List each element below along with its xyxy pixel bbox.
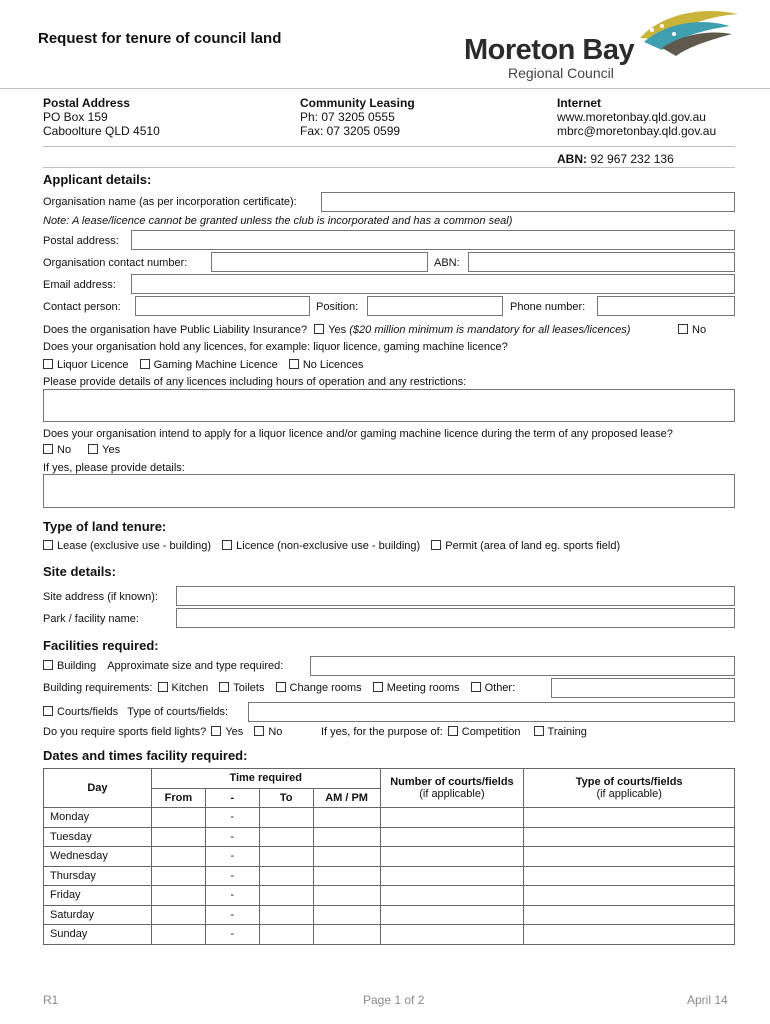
abn-value: 92 967 232 136 [587, 152, 674, 166]
col-number-courts [380, 769, 524, 808]
table-row [44, 847, 735, 867]
col-to: To [259, 788, 313, 808]
training-label: Training [547, 726, 587, 738]
building-checkbox[interactable] [43, 660, 53, 670]
from-cell[interactable] [151, 808, 205, 828]
col-type-courts-label: Type of courts/fields [575, 776, 683, 788]
number-courts-cell[interactable] [380, 808, 524, 828]
col-type-courts [524, 769, 735, 808]
lights-yes-label: Yes [225, 726, 244, 738]
site-address-input[interactable] [176, 586, 735, 606]
col-number-courts-label: Number of courts/fields [390, 776, 514, 788]
no-licences-label: No Licences [302, 359, 364, 371]
lease-label: Lease (exclusive use - building) [57, 540, 212, 552]
day-cell: Sunday [44, 925, 152, 945]
to-cell[interactable] [259, 925, 313, 945]
other-input[interactable] [551, 678, 735, 698]
number-courts-cell[interactable] [380, 827, 524, 847]
incorporation-note: Note: A lease/licence cannot be granted unless the club is incorporated and has a common seal) [43, 215, 513, 227]
change-rooms-checkbox[interactable] [276, 682, 286, 692]
council-logo [462, 4, 742, 84]
intend-details-textarea[interactable] [43, 474, 735, 508]
licence-options [43, 359, 363, 371]
footer-date: April 14 [687, 993, 728, 1007]
dash-cell: - [205, 866, 259, 886]
kitchen-label: Kitchen [171, 682, 209, 694]
building-label: Building [57, 660, 97, 672]
approx-size-label: Approximate size and type required: [107, 660, 284, 672]
email-address-label: Email address: [43, 279, 116, 291]
type-courts-cell[interactable] [524, 827, 735, 847]
licence-details-textarea[interactable] [43, 389, 735, 422]
intend-yes-label: Yes [102, 444, 121, 456]
org-name-input[interactable] [321, 192, 735, 212]
courts-label: Courts/fields [57, 706, 119, 718]
number-courts-cell[interactable] [380, 905, 524, 925]
park-name-input[interactable] [176, 608, 735, 628]
contact-person-label: Contact person: [43, 301, 121, 313]
other-checkbox[interactable] [471, 682, 481, 692]
kitchen-checkbox[interactable] [158, 682, 168, 692]
lights-question: Do you require sports field lights? [43, 726, 207, 738]
park-name-label: Park / facility name: [43, 613, 139, 625]
number-courts-cell[interactable] [380, 886, 524, 906]
to-cell[interactable] [259, 847, 313, 867]
contacts-divider [43, 146, 735, 147]
dash-cell: - [205, 808, 259, 828]
building-requirements-label: Building requirements: [43, 682, 153, 694]
lights-row [43, 726, 282, 738]
ampm-cell[interactable] [313, 905, 380, 925]
to-cell[interactable] [259, 905, 313, 925]
intend-no-label: No [57, 444, 72, 456]
type-courts-cell[interactable] [524, 866, 735, 886]
facilities-heading: Facilities required: [43, 638, 159, 653]
col-dash: - [205, 788, 259, 808]
position-input[interactable] [367, 296, 503, 316]
phone-number-label: Phone number: [510, 301, 586, 313]
schedule-heading: Dates and times facility required: [43, 748, 248, 763]
courts-type-label: Type of courts/fields: [127, 706, 229, 718]
toilets-label: Toilets [233, 682, 265, 694]
internet-heading: Internet [557, 96, 602, 110]
dash-cell: - [205, 827, 259, 847]
change-rooms-label: Change rooms [289, 682, 362, 694]
table-row [44, 905, 735, 925]
col-from: From [151, 788, 205, 808]
schedule-table [43, 768, 735, 945]
number-courts-cell[interactable] [380, 866, 524, 886]
insurance-note: ($20 million minimum is mandatory for all leases/licences) [349, 324, 631, 336]
email-address-input[interactable] [131, 274, 735, 294]
insurance-row [43, 324, 630, 336]
dash-cell: - [205, 905, 259, 925]
to-cell[interactable] [259, 866, 313, 886]
no-licences-checkbox[interactable] [289, 359, 299, 369]
col-time-required: Time required [151, 769, 380, 789]
type-courts-cell[interactable] [524, 847, 735, 867]
ampm-cell[interactable] [313, 886, 380, 906]
col-type-courts-sub: (if applicable) [596, 788, 662, 800]
to-cell[interactable] [259, 827, 313, 847]
dash-cell: - [205, 925, 259, 945]
from-cell[interactable] [151, 866, 205, 886]
from-cell[interactable] [151, 827, 205, 847]
day-cell: Saturday [44, 905, 152, 925]
meeting-rooms-checkbox[interactable] [373, 682, 383, 692]
courts-type-input[interactable] [248, 702, 735, 722]
licences-question: Does your organisation hold any licences, for example: liquor licence, gaming machine licence? [43, 341, 508, 353]
day-cell: Tuesday [44, 827, 152, 847]
site-heading: Site details: [43, 564, 116, 579]
ampm-cell[interactable] [313, 827, 380, 847]
lights-no-checkbox[interactable] [254, 726, 264, 736]
col-ampm: AM / PM [313, 788, 380, 808]
table-row [44, 808, 735, 828]
contact-number-input[interactable] [211, 252, 428, 272]
liquor-licence-checkbox[interactable] [43, 359, 53, 369]
leasing-fax: Fax: 07 3205 0599 [300, 124, 401, 138]
meeting-rooms-label: Meeting rooms [386, 682, 460, 694]
leasing-heading: Community Leasing [300, 96, 415, 110]
to-cell[interactable] [259, 808, 313, 828]
postal-block [43, 96, 160, 138]
logo-sub: Regional Council [508, 65, 614, 81]
to-cell[interactable] [259, 886, 313, 906]
intend-options [43, 444, 120, 456]
lease-checkbox[interactable] [43, 540, 53, 550]
applicant-heading: Applicant details: [43, 172, 152, 187]
position-label: Position: [316, 301, 359, 313]
day-cell: Friday [44, 886, 152, 906]
ampm-cell[interactable] [313, 847, 380, 867]
gaming-licence-label: Gaming Machine Licence [153, 359, 278, 371]
postal-heading: Postal Address [43, 96, 130, 110]
permit-label: Permit (area of land eg. sports field) [445, 540, 621, 552]
building-row [43, 660, 283, 672]
contact-person-input[interactable] [135, 296, 310, 316]
leasing-phone: Ph: 07 3205 0555 [300, 110, 395, 124]
ampm-cell[interactable] [313, 925, 380, 945]
day-cell: Wednesday [44, 847, 152, 867]
tenure-heading: Type of land tenure: [43, 519, 167, 534]
table-row [44, 866, 735, 886]
internet-block [557, 96, 716, 138]
intend-question: Does your organisation intend to apply for a liquor licence and/or gaming machine licence during the term of any proposed lease? [43, 428, 673, 440]
table-row [44, 886, 735, 906]
dash-cell: - [205, 847, 259, 867]
col-number-courts-sub: (if applicable) [419, 788, 485, 800]
ampm-cell[interactable] [313, 866, 380, 886]
intend-yes-checkbox[interactable] [88, 444, 98, 454]
approx-size-input[interactable] [310, 656, 735, 676]
number-courts-cell[interactable] [380, 925, 524, 945]
from-cell[interactable] [151, 886, 205, 906]
type-courts-cell[interactable] [524, 905, 735, 925]
day-cell: Monday [44, 808, 152, 828]
licence-details-label: Please provide details of any licences including hours of operation and any restrictions: [43, 376, 467, 388]
training-checkbox[interactable] [534, 726, 544, 736]
abn-label: ABN: [557, 152, 587, 166]
email-link[interactable]: mbrc@moretonbay.qld.gov.au [557, 124, 717, 138]
competition-checkbox[interactable] [448, 726, 458, 736]
postal-address-input[interactable] [131, 230, 735, 250]
postal-line2: Caboolture QLD 4510 [43, 124, 160, 138]
building-requirements-row [43, 682, 515, 694]
purpose-row [321, 726, 587, 738]
insurance-yes-label: Yes [328, 324, 347, 336]
intend-no-checkbox[interactable] [43, 444, 53, 454]
insurance-no-label: No [692, 324, 707, 336]
licence-label: Licence (non-exclusive use - building) [236, 540, 421, 552]
gaming-licence-checkbox[interactable] [140, 359, 150, 369]
liquor-licence-label: Liquor Licence [57, 359, 129, 371]
org-abn-input[interactable] [468, 252, 735, 272]
licence-checkbox[interactable] [222, 540, 232, 550]
purpose-label: If yes, for the purpose of: [321, 726, 443, 738]
logo-name: Moreton Bay [464, 34, 635, 66]
type-courts-cell[interactable] [524, 808, 735, 828]
tenure-options [43, 540, 620, 552]
table-row [44, 827, 735, 847]
from-cell[interactable] [151, 905, 205, 925]
website-link[interactable]: www.moretonbay.qld.gov.au [557, 110, 706, 124]
ampm-cell[interactable] [313, 808, 380, 828]
insurance-no-row [678, 324, 706, 336]
table-row [44, 925, 735, 945]
type-courts-cell[interactable] [524, 886, 735, 906]
lights-yes-checkbox[interactable] [211, 726, 221, 736]
insurance-yes-checkbox[interactable] [314, 324, 324, 334]
insurance-question: Does the organisation have Public Liability Insurance? [43, 324, 308, 336]
dash-cell: - [205, 886, 259, 906]
permit-checkbox[interactable] [431, 540, 441, 550]
page-title: Request for tenure of council land [38, 30, 282, 47]
phone-number-input[interactable] [597, 296, 735, 316]
header-divider [0, 88, 770, 89]
if-yes-label: If yes, please provide details: [43, 462, 185, 474]
footer-code: R1 [43, 993, 59, 1007]
courts-row [43, 706, 228, 718]
from-cell[interactable] [151, 925, 205, 945]
courts-checkbox[interactable] [43, 706, 53, 716]
lights-no-label: No [268, 726, 283, 738]
competition-label: Competition [461, 726, 521, 738]
from-cell[interactable] [151, 847, 205, 867]
org-name-label: Organisation name (as per incorporation certificate): [43, 196, 297, 208]
postal-line1: PO Box 159 [43, 110, 108, 124]
site-address-label: Site address (if known): [43, 591, 158, 603]
abn-line [557, 152, 674, 166]
footer-page: Page 1 of 2 [363, 993, 425, 1007]
toilets-checkbox[interactable] [219, 682, 229, 692]
postal-address-label: Postal address: [43, 235, 119, 247]
day-cell: Thursday [44, 866, 152, 886]
insurance-no-checkbox[interactable] [678, 324, 688, 334]
contact-number-label: Organisation contact number: [43, 257, 188, 269]
org-abn-label: ABN: [434, 257, 460, 269]
number-courts-cell[interactable] [380, 847, 524, 867]
abn-divider [43, 167, 735, 168]
type-courts-cell[interactable] [524, 925, 735, 945]
col-day: Day [44, 769, 152, 808]
other-label: Other: [484, 682, 516, 694]
leasing-block [300, 96, 415, 138]
